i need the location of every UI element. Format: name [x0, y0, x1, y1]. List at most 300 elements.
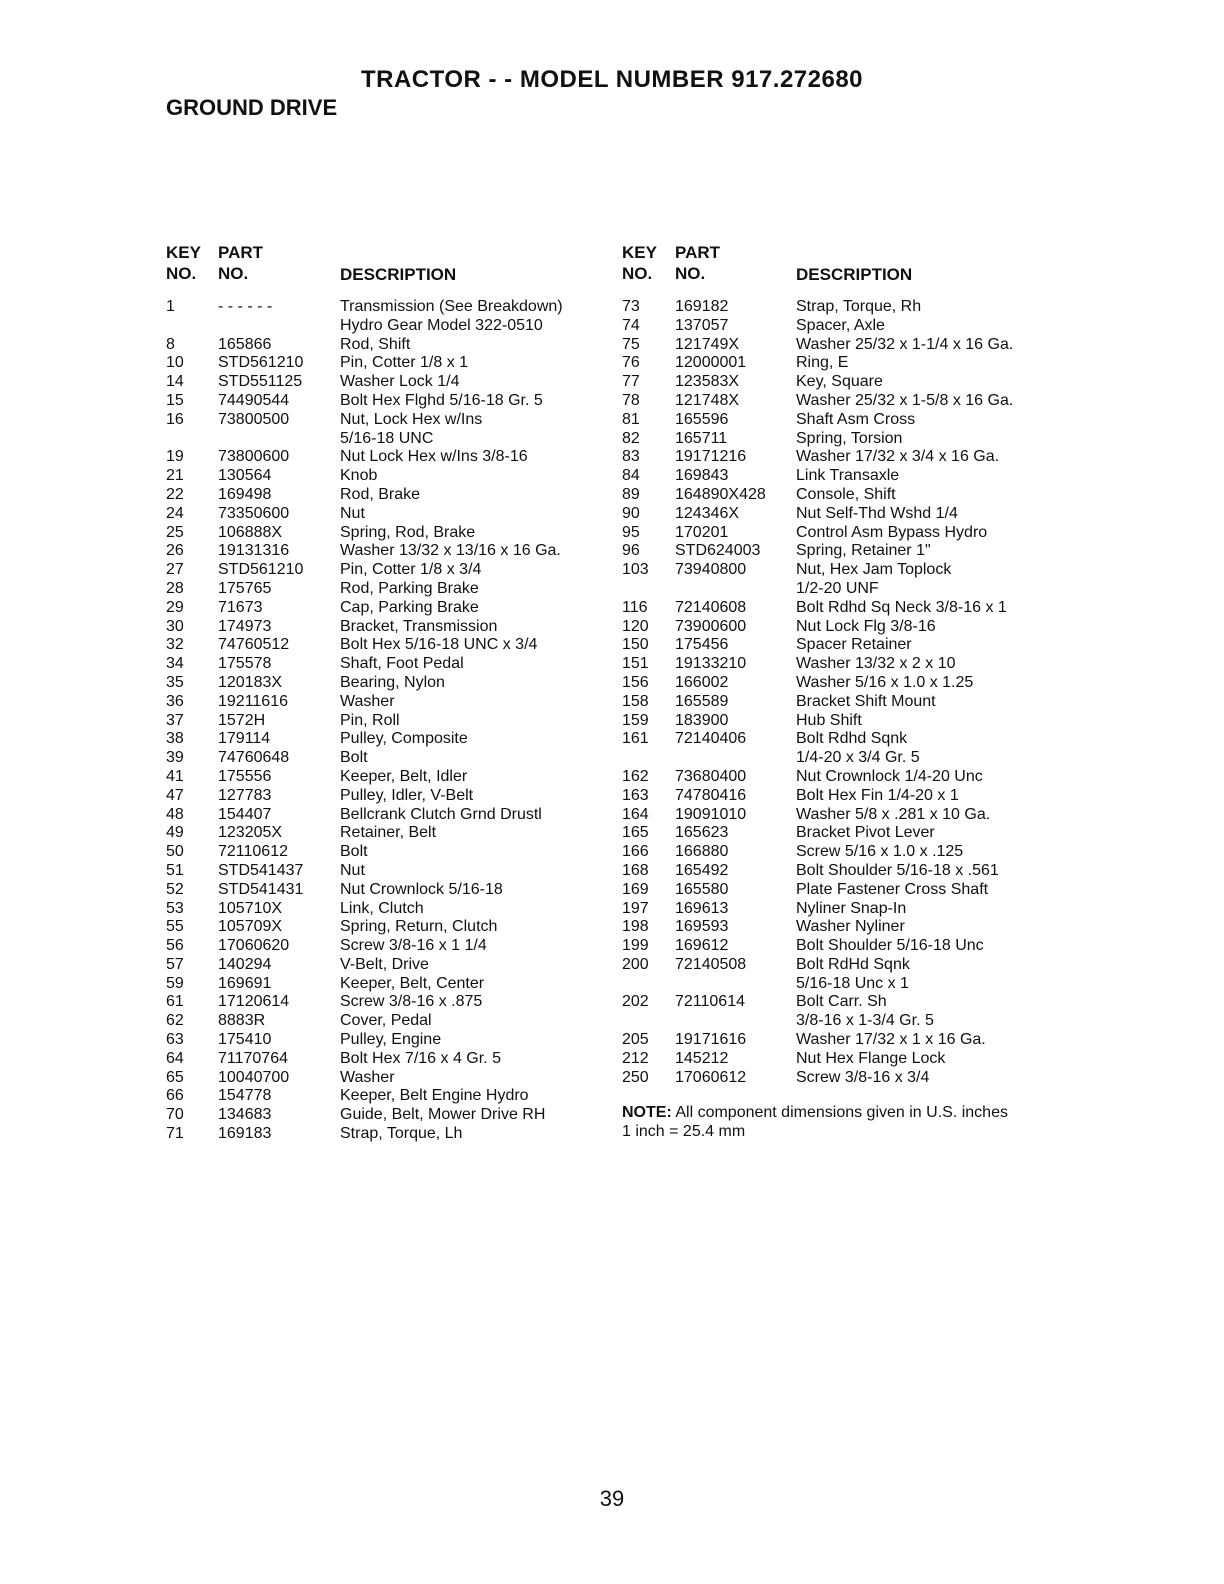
table-row: [166, 392, 606, 411]
part-no-cell: 175410: [218, 1031, 272, 1049]
part-no-cell: 19091010: [675, 805, 747, 823]
key-no-cell: 65: [166, 1068, 184, 1086]
part-no-cell: 17060620: [218, 937, 290, 955]
key-no-cell: 55: [166, 918, 184, 936]
part-no-cell: 183900: [675, 711, 729, 729]
part-no-cell: STD541437: [218, 861, 304, 879]
table-row: [622, 524, 1062, 543]
table-row: [166, 1031, 606, 1050]
part-no-cell: 127783: [218, 786, 272, 804]
description-cell: Bolt: [340, 843, 368, 861]
key-no-cell: 16: [166, 410, 184, 428]
table-row: [166, 411, 606, 430]
key-no-cell: 27: [166, 561, 184, 579]
part-no-cell: 19211616: [218, 692, 288, 710]
part-no-cell: 174973: [218, 617, 272, 635]
description-cell: Shaft Asm Cross: [796, 410, 916, 428]
part-no-cell: STD541431: [218, 880, 304, 898]
description-cell: Washer 13/32 x 13/16 x 16 Ga.: [340, 542, 561, 560]
key-no-cell: 74: [622, 316, 640, 334]
key-no-cell: 168: [622, 861, 649, 879]
description-cell: 5/16-18 UNC: [340, 429, 434, 447]
table-row: [166, 693, 606, 712]
description-cell: Spring, Rod, Brake: [340, 523, 476, 541]
key-no-cell: 158: [622, 692, 649, 710]
key-no-cell: 59: [166, 974, 184, 992]
table-row: [166, 956, 606, 975]
table-row: [166, 636, 606, 655]
key-no-cell: 64: [166, 1049, 184, 1067]
header-part-no: [675, 242, 720, 284]
key-no-cell: 70: [166, 1106, 184, 1124]
key-no-cell: 34: [166, 655, 184, 673]
table-row: [622, 505, 1062, 524]
key-no-cell: 164: [622, 805, 649, 823]
part-no-cell: 73940800: [675, 561, 747, 579]
part-no-cell: 166880: [675, 843, 729, 861]
table-row: [166, 768, 606, 787]
table-row: [166, 1106, 606, 1125]
table-row: [622, 486, 1062, 505]
key-no-cell: 10: [166, 354, 184, 372]
key-no-cell: 30: [166, 617, 184, 635]
part-no-cell: 164890X428: [675, 485, 766, 503]
description-cell: Knob: [340, 467, 378, 485]
part-no-cell: 169691: [218, 974, 272, 992]
header-part-line1: PART: [675, 243, 721, 262]
part-no-cell: 175556: [218, 767, 272, 785]
key-no-cell: 90: [622, 504, 640, 522]
description-cell: Hub Shift: [796, 711, 862, 729]
description-cell: Washer 25/32 x 1-5/8 x 16 Ga.: [796, 391, 1014, 409]
part-no-cell: 10040700: [218, 1068, 290, 1086]
part-no-cell: 169612: [675, 937, 729, 955]
key-no-cell: 212: [622, 1049, 649, 1067]
description-cell: Key, Square: [796, 373, 883, 391]
key-no-cell: 166: [622, 843, 649, 861]
key-no-cell: 163: [622, 786, 649, 804]
part-no-cell: 169593: [675, 918, 729, 936]
part-no-cell: 121748X: [675, 391, 740, 409]
part-no-cell: 165589: [675, 692, 729, 710]
description-cell: Spring, Retainer 1": [796, 542, 931, 560]
description-cell: Rod, Brake: [340, 485, 421, 503]
part-no-cell: 165596: [675, 410, 729, 428]
table-row: [166, 1069, 606, 1088]
key-no-cell: 205: [622, 1031, 649, 1049]
part-no-cell: 123205X: [218, 824, 283, 842]
description-cell: Ring, E: [796, 354, 849, 372]
table-row: [622, 937, 1062, 956]
description-cell: Washer 25/32 x 1-1/4 x 16 Ga.: [796, 335, 1014, 353]
table-row: [166, 317, 606, 336]
description-cell: Plate Fastener Cross Shaft: [796, 880, 989, 898]
key-no-cell: 116: [622, 598, 648, 616]
table-row: [622, 900, 1062, 919]
note-conversion: 1 inch = 25.4 mm: [622, 1123, 746, 1141]
description-cell: Rod, Shift: [340, 335, 411, 353]
table-row: [166, 599, 606, 618]
table-row: [166, 975, 606, 994]
description-cell: Washer: [340, 692, 395, 710]
part-no-cell: 71673: [218, 598, 263, 616]
table-header: [622, 242, 1062, 290]
header-description: DESCRIPTION: [796, 265, 913, 284]
description-cell: Cap, Parking Brake: [340, 598, 479, 616]
header-part-no: [218, 242, 263, 284]
part-no-cell: 74780416: [675, 786, 747, 804]
description-cell: Screw 3/8-16 x 1 1/4: [340, 937, 487, 955]
key-no-cell: 53: [166, 899, 184, 917]
header-key-no: [166, 242, 201, 284]
description-cell: Pin, Cotter 1/8 x 1: [340, 354, 469, 372]
description-cell: Bolt Rdhd Sqnk: [796, 730, 908, 748]
key-no-cell: 159: [622, 711, 649, 729]
table-row: [622, 749, 1062, 768]
part-no-cell: STD551125: [218, 373, 303, 391]
key-no-cell: 202: [622, 993, 649, 1011]
header-key-line1: KEY: [622, 243, 657, 262]
table-row: [622, 298, 1062, 317]
table-row: [622, 354, 1062, 373]
part-no-cell: 8883R: [218, 1012, 266, 1030]
key-no-cell: 49: [166, 824, 184, 842]
table-row: [166, 787, 606, 806]
description-cell: Nut Lock Flg 3/8-16: [796, 617, 936, 635]
key-no-cell: 29: [166, 598, 184, 616]
table-row: [166, 824, 606, 843]
key-no-cell: 62: [166, 1012, 184, 1030]
key-no-cell: 103: [622, 561, 649, 579]
header-part-line2: NO.: [675, 264, 706, 283]
part-no-cell: 154778: [218, 1087, 272, 1105]
part-no-cell: 19171616: [675, 1031, 747, 1049]
table-row: [622, 448, 1062, 467]
part-no-cell: 165492: [675, 861, 729, 879]
description-cell: Washer 5/16 x 1.0 x 1.25: [796, 673, 974, 691]
description-cell: Keeper, Belt, Idler: [340, 767, 468, 785]
part-no-cell: 74490544: [218, 391, 290, 409]
table-row: [622, 542, 1062, 561]
part-no-cell: 74760512: [218, 636, 290, 654]
part-no-cell: 73900600: [675, 617, 747, 635]
description-cell: Washer 17/32 x 1 x 16 Ga.: [796, 1031, 986, 1049]
description-cell: Bracket, Transmission: [340, 617, 498, 635]
description-cell: Transmission (See Breakdown): [340, 298, 563, 315]
key-no-cell: 24: [166, 504, 184, 522]
table-row: [622, 1050, 1062, 1069]
part-no-cell: 165866: [218, 335, 272, 353]
key-no-cell: 76: [622, 354, 640, 372]
key-no-cell: 162: [622, 767, 649, 785]
description-cell: Bolt RdHd Sqnk: [796, 955, 910, 973]
part-no-cell: 74760648: [218, 749, 290, 767]
description-cell: Bolt Rdhd Sq Neck 3/8-16 x 1: [796, 598, 1007, 616]
description-cell: Bolt Hex 7/16 x 4 Gr. 5: [340, 1049, 501, 1067]
description-cell: Washer 13/32 x 2 x 10: [796, 655, 956, 673]
description-cell: Pulley, Composite: [340, 730, 468, 748]
table-row: [166, 712, 606, 731]
part-no-cell: STD561210: [218, 354, 304, 372]
table-row: [622, 881, 1062, 900]
description-cell: Spring, Torsion: [796, 429, 903, 447]
key-no-cell: 71: [166, 1125, 184, 1143]
key-no-cell: 66: [166, 1087, 184, 1105]
part-no-cell: 73800500: [218, 410, 290, 428]
table-body: [166, 298, 606, 1144]
table-row: [622, 712, 1062, 731]
key-no-cell: 61: [166, 993, 184, 1011]
description-cell: Bolt Hex Flghd 5/16-18 Gr. 5: [340, 391, 543, 409]
description-cell: Nut: [340, 504, 365, 522]
part-no-cell: 72140608: [675, 598, 747, 616]
table-row: [166, 730, 606, 749]
description-cell: Screw 3/8-16 x 3/4: [796, 1068, 930, 1086]
description-cell: Nyliner Snap-In: [796, 899, 907, 917]
table-row: [166, 749, 606, 768]
part-no-cell: 154407: [218, 805, 272, 823]
table-row: [622, 599, 1062, 618]
key-no-cell: 35: [166, 673, 184, 691]
description-cell: Bracket Shift Mount: [796, 692, 936, 710]
description-cell: Pulley, Engine: [340, 1031, 442, 1049]
description-cell: Spring, Return, Clutch: [340, 918, 498, 936]
key-no-cell: 48: [166, 805, 184, 823]
table-row: [166, 1012, 606, 1031]
part-no-cell: 169843: [675, 467, 729, 485]
description-cell: Nut Hex Flange Lock: [796, 1049, 946, 1067]
part-no-cell: 120183X: [218, 673, 283, 691]
table-row: [166, 806, 606, 825]
table-row: [622, 918, 1062, 937]
description-cell: Bolt Shoulder 5/16-18 x .561: [796, 861, 999, 879]
key-no-cell: 41: [166, 767, 184, 785]
key-no-cell: 250: [622, 1068, 649, 1086]
table-row: [622, 993, 1062, 1012]
description-cell: Nut: [340, 861, 365, 879]
part-no-cell: 105710X: [218, 899, 283, 917]
key-no-cell: 19: [166, 448, 184, 466]
key-no-cell: 165: [622, 824, 649, 842]
section-subtitle: GROUND DRIVE: [166, 95, 338, 120]
description-cell: Rod, Parking Brake: [340, 579, 479, 597]
table-row: [622, 956, 1062, 975]
table-row: [166, 1050, 606, 1069]
description-cell: Console, Shift: [796, 485, 896, 503]
description-cell: Shaft, Foot Pedal: [340, 655, 464, 673]
description-cell: Pin, Roll: [340, 711, 400, 729]
table-row: [622, 674, 1062, 693]
description-cell: Bolt Carr. Sh: [796, 993, 887, 1011]
key-no-cell: 47: [166, 786, 184, 804]
table-row: [622, 580, 1062, 599]
description-cell: 1/4-20 x 3/4 Gr. 5: [796, 749, 920, 767]
description-cell: 1/2-20 UNF: [796, 579, 879, 597]
table-row: [622, 768, 1062, 787]
table-row: [622, 411, 1062, 430]
table-row: [622, 467, 1062, 486]
table-row: [622, 862, 1062, 881]
part-no-cell: 19171216: [675, 448, 747, 466]
description-cell: Guide, Belt, Mower Drive RH: [340, 1106, 546, 1124]
key-no-cell: 39: [166, 749, 184, 767]
key-no-cell: 50: [166, 843, 184, 861]
key-no-cell: 51: [166, 861, 184, 879]
description-cell: Screw 3/8-16 x .875: [340, 993, 483, 1011]
part-no-cell: STD624003: [675, 542, 761, 560]
header-key-line2: NO.: [166, 264, 197, 283]
table-row: [166, 298, 606, 317]
part-no-cell: 165711: [675, 429, 728, 447]
key-no-cell: 78: [622, 391, 640, 409]
table-row: [166, 524, 606, 543]
table-row: [622, 1031, 1062, 1050]
table-row: [166, 542, 606, 561]
description-cell: Bracket Pivot Lever: [796, 824, 935, 842]
key-no-cell: 21: [166, 467, 184, 485]
description-cell: Bolt Hex 5/16-18 UNC x 3/4: [340, 636, 538, 654]
part-no-cell: 73800600: [218, 448, 290, 466]
description-cell: Keeper, Belt, Center: [340, 974, 485, 992]
table-row: [166, 937, 606, 956]
table-row: [166, 900, 606, 919]
page-number: 39: [599, 1486, 625, 1511]
part-no-cell: 165580: [675, 880, 729, 898]
description-cell: Washer 5/8 x .281 x 10 Ga.: [796, 805, 991, 823]
part-no-cell: 17060612: [675, 1068, 747, 1086]
key-no-cell: 83: [622, 448, 640, 466]
part-no-cell: 123583X: [675, 373, 740, 391]
table-header: [166, 242, 606, 290]
part-no-cell: STD561210: [218, 561, 304, 579]
key-no-cell: 151: [622, 655, 649, 673]
key-no-cell: 199: [622, 937, 649, 955]
key-no-cell: 26: [166, 542, 184, 560]
key-no-cell: 156: [622, 673, 649, 691]
key-no-cell: 28: [166, 579, 184, 597]
description-cell: Link Transaxle: [796, 467, 900, 485]
part-no-cell: 19133210: [675, 655, 747, 673]
part-no-cell: 72140406: [675, 730, 747, 748]
description-cell: 5/16-18 Unc x 1: [796, 974, 909, 992]
part-no-cell: 106888X: [218, 523, 283, 541]
description-cell: Link, Clutch: [340, 899, 424, 917]
description-cell: Spacer, Axle: [796, 316, 885, 334]
part-no-cell: 72110612: [218, 843, 288, 861]
key-no-cell: 56: [166, 937, 184, 955]
part-no-cell: 12000001: [675, 354, 747, 372]
description-cell: Control Asm Bypass Hydro: [796, 523, 988, 541]
table-row: [166, 1125, 606, 1144]
note-text: All component dimensions given in U.S. inches: [671, 1104, 1008, 1122]
table-row: [166, 655, 606, 674]
table-row: [622, 693, 1062, 712]
key-no-cell: 161: [622, 730, 649, 748]
key-no-cell: 73: [622, 298, 640, 315]
description-cell: Pin, Cotter 1/8 x 3/4: [340, 561, 482, 579]
key-no-cell: 77: [622, 373, 640, 391]
table-row: [166, 580, 606, 599]
key-no-cell: 36: [166, 692, 184, 710]
part-no-cell: 72110614: [675, 993, 745, 1011]
description-cell: Washer Lock 1/4: [340, 373, 460, 391]
description-cell: Pulley, Idler, V-Belt: [340, 786, 474, 804]
table-row: [622, 317, 1062, 336]
part-no-cell: 71170764: [218, 1049, 288, 1067]
description-cell: 3/8-16 x 1-3/4 Gr. 5: [796, 1012, 934, 1030]
part-no-cell: 175765: [218, 579, 272, 597]
table-row: [166, 993, 606, 1012]
key-no-cell: 89: [622, 485, 640, 503]
table-row: [622, 430, 1062, 449]
table-row: [166, 336, 606, 355]
part-no-cell: 170201: [675, 523, 729, 541]
table-row: [166, 918, 606, 937]
key-no-cell: 81: [622, 410, 640, 428]
table-row: [622, 806, 1062, 825]
part-no-cell: 73350600: [218, 504, 290, 522]
description-cell: Nut Self-Thd Wshd 1/4: [796, 504, 958, 522]
description-cell: Washer Nyliner: [796, 918, 905, 936]
part-no-cell: 134683: [218, 1106, 272, 1124]
key-no-cell: 200: [622, 955, 649, 973]
part-no-cell: 166002: [675, 673, 729, 691]
table-row: [622, 824, 1062, 843]
table-row: [166, 448, 606, 467]
description-cell: Bolt: [340, 749, 368, 767]
part-no-cell: 130564: [218, 467, 272, 485]
table-row: [622, 787, 1062, 806]
table-row: [622, 1069, 1062, 1088]
description-cell: Nut Lock Hex w/Ins 3/8-16: [340, 448, 528, 466]
table-row: [622, 975, 1062, 994]
table-row: [166, 1087, 606, 1106]
table-row: [622, 373, 1062, 392]
table-row: [166, 843, 606, 862]
table-row: [166, 561, 606, 580]
description-cell: Bearing, Nylon: [340, 673, 445, 691]
table-row: [166, 486, 606, 505]
key-no-cell: 14: [166, 373, 184, 391]
description-cell: Cover, Pedal: [340, 1012, 432, 1030]
description-cell: Hydro Gear Model 322-0510: [340, 316, 543, 334]
part-no-cell: 1572H: [218, 711, 266, 729]
description-cell: Strap, Torque, Lh: [340, 1125, 463, 1143]
part-no-cell: 124346X: [675, 504, 740, 522]
description-cell: Nut, Lock Hex w/Ins: [340, 410, 483, 428]
header-description: DESCRIPTION: [340, 265, 457, 284]
key-no-cell: 120: [622, 617, 649, 635]
table-row: [166, 430, 606, 449]
key-no-cell: 169: [622, 880, 649, 898]
table-row: [622, 618, 1062, 637]
part-no-cell: - - - - - -: [218, 298, 273, 315]
description-cell: Nut, Hex Jam Toplock: [796, 561, 952, 579]
table-row: [166, 354, 606, 373]
table-row: [166, 467, 606, 486]
key-no-cell: 150: [622, 636, 649, 654]
key-no-cell: 197: [622, 899, 649, 917]
description-cell: Washer: [340, 1068, 395, 1086]
part-no-cell: 140294: [218, 955, 272, 973]
description-cell: Retainer, Belt: [340, 824, 437, 842]
description-cell: Washer 17/32 x 3/4 x 16 Ga.: [796, 448, 1000, 466]
description-cell: Bolt Hex Fin 1/4-20 x 1: [796, 786, 959, 804]
key-no-cell: 37: [166, 711, 184, 729]
description-cell: Nut Crownlock 5/16-18: [340, 880, 503, 898]
part-no-cell: 169182: [675, 298, 729, 315]
description-cell: Keeper, Belt Engine Hydro: [340, 1087, 529, 1105]
